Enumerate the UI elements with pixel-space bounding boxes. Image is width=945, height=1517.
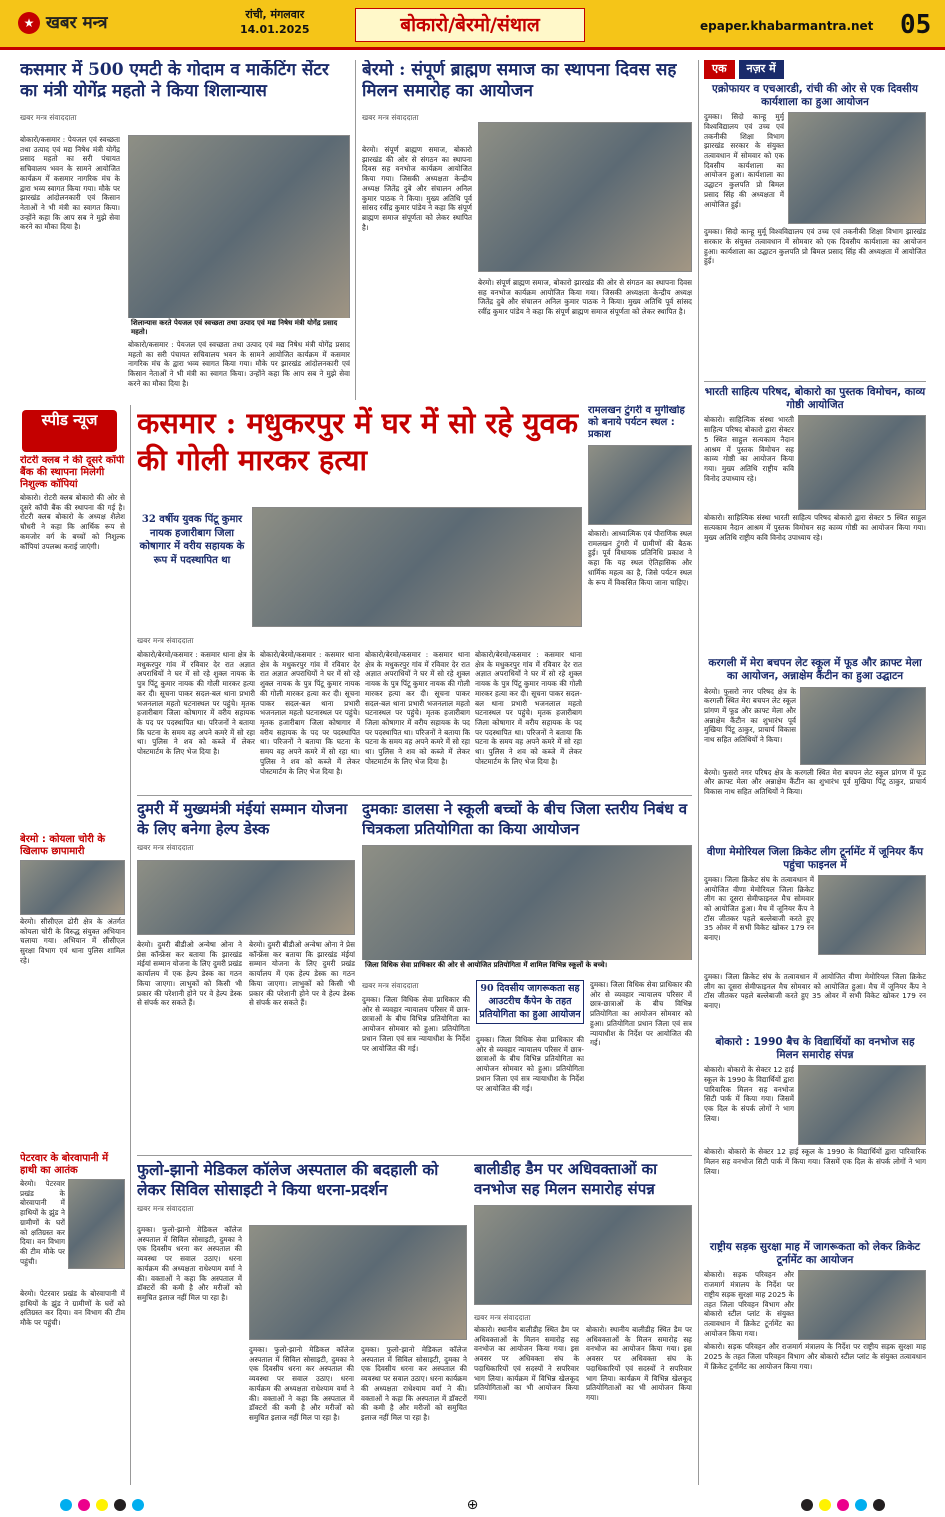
speed-item2-body: बेरमो। सीसीएल ढोरी क्षेत्र के अंतर्गत कोयला चोरी के विरुद्ध संयुक्त अभियान चलाया गया। अभियान में सीसीएल सुरक्षा विभाग एवं थाना पुलिस शामिल रहे। (20, 917, 125, 965)
story-body: बेरमो। दुमरी बीडीओ अन्वेषा ओना ने प्रेस कॉन्फ्रेंस कर बताया कि झारखंड मंईयां सम्मान योजना के लिए दुमरी प्रखंड कार्यालय में एक हेल्प डेस्क का गठन किया जाएगा। लाभुकों को किसी भी प्रकार की परेशानी होने पर वे हेल्प डेस्क से संपर्क कर सकते हैं। (137, 940, 242, 1008)
workshop-photo (788, 112, 926, 224)
alumni-photo (798, 1065, 926, 1145)
story-medical-college-protest (137, 1160, 467, 1485)
story-body: दुमका। फुलो-झानो मेडिकल कॉलेज अस्पताल में सिविल सोसाइटी, दुमका ने एक दिवसीय धरना कर अस्पताल की व्यवस्था पर सवाल उठाए। धरना कार्यक्रम की अध्यक्षता राधेश्याम वर्मा ने की। वक्ताओं ने कहा कि अस्पताल में डॉक्टरों की कमी है और मरीजों को समुचित इलाज नहीं मिल पा रहा है। (137, 1225, 242, 1303)
story-body-cont: बोकारो/कसमार : पेयजल एवं स्वच्छता तथा उत्पाद एवं मद्य निषेध मंत्री योगेंद्र प्रसाद महतो का सरी पंचायत सचिवालय भवन के सामने आयोजित कार्यक्रम में कसमार नागरिक मंच के द्वारा भव्य स्वागत किया गया। मौके पर झारखंड आंदोलनकारी एवं किसान नेताओं ने भी मंत्री का स्वागत किया। उन्होंने कहा कि आप सब ने मुझे सेवा करने का मौका दिया है। (128, 340, 350, 388)
item2-headline: भारती साहित्य परिषद, बोकारो का पुस्तक विमोचन, काव्य गोष्ठी आयोजित (704, 386, 926, 412)
samaj-photo (478, 122, 692, 272)
nazar-tag: नज़र में (739, 60, 784, 79)
page-number: 05 (900, 10, 932, 40)
subbox-headline: 90 दिवसीय जागरूकता सह आउटरीच कैंपेन के तहत प्रतियोगिता का हुआ आयोजन (476, 980, 584, 1024)
photo-caption: शिलान्यास करते पेयजल एवं स्वच्छता तथा उत्पाद एवं मद्य निषेध मंत्री योगेंद्र प्रसाद महतो। (128, 318, 350, 339)
protest-photo (249, 1225, 467, 1340)
item5-body-cont: बोकारो। बोकारो के सेक्टर 12 हाई स्कूल के 1990 के विद्यार्थियों द्वारा पारिवारिक मिलन सह वनभोज सिटी पार्क में किया गया। जिसमें एक दिल के संपर्क लोगों ने भाग लिया। (704, 1147, 926, 1176)
photo-caption: जिला विधिक सेवा प्राधिकार की ओर से आयोजित प्रतियोगिता में शामिल विभिन्न स्कूलों के बच्चे। (362, 960, 692, 971)
story-body-cont: बेरमो। दुमरी बीडीओ अन्वेषा ओना ने प्रेस कॉन्फ्रेंस कर बताया कि झारखंड मंईयां सम्मान योजना के लिए दुमरी प्रखंड कार्यालय में एक हेल्प डेस्क का गठन किया जाएगा। लाभुकों को किसी भी प्रकार की परेशानी होने पर वे हेल्प डेस्क से संपर्क कर सकते हैं। (249, 940, 355, 1008)
color-registration-right (801, 1499, 885, 1511)
story-balidih-dam (474, 1160, 692, 1485)
story-kasmar-godown (20, 60, 350, 400)
item2-body-cont: बोकारो। साहित्यिक संस्था भारती साहित्य परिषद बोकारो द्वारा सेक्टर 5 स्थित साहुल सत्यकाम नैदान आश्रम में पुस्तक विमोचन सह काव्य गोष्ठी का आयोजन किया गया। मुख्य अतिथि राष्ट्रीय कवि विनोद उपाध्याय रहे। (704, 513, 926, 542)
section-divider (137, 795, 692, 796)
speed-item3-body: बेरमो। पेटरवार प्रखंड के बोरवापानी में हाथियों के झुंड ने ग्रामीणों के घरों को क्षतिग्रस्त कर दिया। वन विभाग की टीम मौके पर पहुंची। (20, 1179, 65, 1266)
main-body-col2: बोकारो/बेरमो/कसमार : कसमार थाना क्षेत्र के मधुकरपुर गांव में रविवार देर रात अज्ञात अपराधियों ने घर में सो रहे शुक्ल नायक के पुत्र पिंटू कुमार नायक की गोली मारकर हत्या कर दी। सूचना पाकर सदल-बल थाना प्रभारी भजनलाल महतो घटनास्थल पर पहुंचे। मृतक हजारीबाग जिला कोषागार में वरीय सहायक के पद पर पदस्थापित था। परिजनों ने बताया कि घटना के समय वह अपने कमरे में सो रहा था। पुलिस ने शव को कब्जे में लेकर पोस्टमार्टम के लिए भेज दिया है। (260, 650, 360, 776)
logo-text: खबर मन्त्र (46, 13, 108, 33)
date: 14.01.2025 (240, 22, 310, 36)
speed-item1-body: बोकारो। रोटरी क्लब बोकारो की ओर से दूसरे कॉपी बैंक की स्थापना की गई है। रोटरी क्लब बोकारो के अध्यक्ष शैलेश चौधरी ने कहा कि आर्थिक रूप से कमजोर वर्ग के बच्चों को निशुल्क कॉपियां उपलब्ध कराई जाएंगी। (20, 493, 125, 551)
divider (704, 381, 926, 382)
book-launch-photo (798, 415, 926, 510)
story-body: दुमका। जिला विधिक सेवा प्राधिकार की ओर से व्यवहार न्यायालय परिसर में छात्र-छात्राओं के बीच विभिन्न प्रतियोगिता का आयोजन सोमवार को हुआ। प्रतियोगिता प्रधान जिला एवं सत्र न्यायाधीश के निर्देश पर आयोजित की गई। (362, 995, 470, 1053)
item6-body: बोकारो। सड़क परिवहन और राजमार्ग मंत्रालय के निर्देश पर राष्ट्रीय सड़क सुरक्षा माह 2025 के तहत जिला परिवहन विभाग और बोकारो स्टील प्लांट के संयुक्त तत्वावधान में क्रिकेट टूर्नामेंट का आयोजन किया गया। (704, 1270, 794, 1338)
place: रांची, मंगलवार (245, 8, 305, 21)
food-fair-photo (800, 687, 926, 765)
story-body-cont: दुमका। जिला विधिक सेवा प्राधिकार की ओर से व्यवहार न्यायालय परिसर में छात्र-छात्राओं के बीच विभिन्न प्रतियोगिता का आयोजन सोमवार को हुआ। प्रतियोगिता प्रधान जिला एवं सत्र न्यायाधीश के निर्देश पर आयोजित की गई। (476, 1035, 584, 1093)
murder-scene-photo (252, 507, 582, 627)
story-headline: फुलो-झानो मेडिकल कॉलेज अस्पताल की बदहाली को लेकर सिविल सोसाइटी ने किया धरना-प्रदर्शन (137, 1160, 439, 1200)
epaper-url[interactable]: epaper.khabarmantra.net (700, 19, 874, 33)
byline: खबर मन्त्र संवाददाता (137, 843, 194, 852)
story-headline: बेरमो : संपूर्ण ब्राह्मण समाज का स्थापना दिवस सह मिलन समारोह का आयोजन (362, 60, 677, 102)
story-body: बोकारो। स्थानीय बालीडीह स्थित डैम पर अधिवक्ताओं के मिलन समारोह सह वनभोज का आयोजन किया गया। इस अवसर पर अधिवक्ता संघ के पदाधिकारियों एवं सदस्यों ने सपरिवार भाग लिया। कार्यक्रम में विभिन्न खेलकूद प्रतियोगिताओं का भी आयोजन किया गया। (474, 1325, 579, 1403)
speed-item1-headline: रोटरी क्लब ने की दूसरे कॉपी बैंक की स्थापना मिलेगी निशुल्क कॉपियां (20, 455, 125, 490)
story-brahman-samaj (362, 60, 692, 400)
item3-body: बेरमो। फुसरो नगर परिषद क्षेत्र के करगली स्थित मेरा बचपन लेट स्कूल प्रांगण में फूड और क्राफ्ट मेला और अन्नाक्षेम कैंटीन का शुभारंभ पूर्व मुखिया पिंटू ठाकुर, प्राचार्य विकास नाथ सहित अतिथियों ने किया। (704, 686, 796, 745)
story-maiyan-samman (137, 800, 355, 1150)
item1-headline: एक्रोफायर व एचआरडी, रांची की ओर से एक दिवसीय कार्यशाला का हुआ आयोजन (712, 82, 918, 108)
byline: खबर मन्त्र संवाददाता (362, 981, 419, 990)
road-safety-photo (798, 1270, 926, 1340)
story-body: बेरमो। संपूर्ण ब्राह्मण समाज, बोकारो झारखंड की ओर से संगठन का स्थापना दिवस सह वनभोज कार्यक्रम आयोजित किया गया। जिसकी अध्यक्षता केन्द्रीय अध्यक्ष जितेंद्र दुबे और संचालन अनिल कुमार पाठक ने किया। मुख्य अतिथि पूर्व सांसद रवींद्र कुमार पांडेय ने कहा कि संपूर्ण ब्राह्मण समाज संपूर्णता को लेकर स्थापित है। (362, 145, 472, 232)
main-body-col4: बोकारो/बेरमो/कसमार : कसमार थाना क्षेत्र के मधुकरपुर गांव में रविवार देर रात अज्ञात अपराधियों ने घर में सो रहे शुक्ल नायक के पुत्र पिंटू कुमार नायक की गोली मारकर हत्या कर दी। सूचना पाकर सदल-बल थाना प्रभारी भजनलाल महतो घटनास्थल पर पहुंचे। मृतक हजारीबाग जिला कोषागार में वरीय सहायक के पद पर पदस्थापित था। परिजनों ने बताया कि घटना के समय वह अपने कमरे में सो रहा था। पुलिस ने शव को कब्जे में लेकर पोस्टमार्टम के लिए भेज दिया है। (475, 650, 582, 766)
story-headline: कसमार में 500 एमटी के गोदाम व मार्केटिंग सेंटर का मंत्री योगेंद्र महतो ने किया शिलान्यास (20, 60, 329, 102)
advocates-photo (474, 1205, 692, 1305)
main-story-murder (137, 405, 582, 790)
dateline (240, 8, 310, 38)
side-body: बोकारो। आध्यात्मिक एवं पौराणिक स्थल रामलखन टुंगरी में ग्रामीणों की बैठक हुई। पूर्व विधायक प्रतिनिधि प्रकाश ने कहा कि यह स्थल ऐतिहासिक और धार्मिक महत्व का है, जिसे पर्यटन स्थल के रूप में विकसित किया जाना चाहिए। (588, 529, 692, 587)
main-body-col3: बोकारो/बेरमो/कसमार : कसमार थाना क्षेत्र के मधुकरपुर गांव में रविवार देर रात अज्ञात अपराधियों ने घर में सो रहे शुक्ल नायक के पुत्र पिंटू कुमार नायक की गोली मारकर हत्या कर दी। सूचना पाकर सदल-बल थाना प्रभारी भजनलाल महतो घटनास्थल पर पहुंचे। मृतक हजारीबाग जिला कोषागार में वरीय सहायक के पद पर पदस्थापित था। परिजनों ने बताया कि घटना के समय वह अपने कमरे में सो रहा था। पुलिस ने शव को कब्जे में लेकर पोस्टमार्टम के लिए भेज दिया है। (365, 650, 470, 766)
item5-body: बोकारो। बोकारो के सेक्टर 12 हाई स्कूल के 1990 के विद्यार्थियों द्वारा पारिवारिक मिलन सह वनभोज सिटी पार्क में किया गया। जिसमें एक दिल के संपर्क लोगों ने भाग लिया। (704, 1065, 794, 1123)
speed-item2-headline: बेरमो : कोयला चोरी के खिलाफ छापामारी (20, 834, 106, 857)
item1-body: दुमका। सिदो कान्हू मुर्मू विश्वविद्यालय एवं उच्च एवं तकनीकी शिक्षा विभाग झारखंड सरकार के संयुक्त तत्वावधान में सोमवार को एक दिवसीय कार्यशाला का आयोजन हुआ। कार्यशाला का उद्घाटन कुलपति प्रो बिमल प्रसाद सिंह की अध्यक्षता में आयोजित हुई। (704, 112, 784, 209)
story-body-cont: दुमका। फुलो-झानो मेडिकल कॉलेज अस्पताल में सिविल सोसाइटी, दुमका ने एक दिवसीय धरना कर अस्पताल की व्यवस्था पर सवाल उठाए। धरना कार्यक्रम की अध्यक्षता राधेश्याम वर्मा ने की। वक्ताओं ने कहा कि अस्पताल में डॉक्टरों की कमी है और मरीजों को समुचित इलाज नहीं मिल पा रहा है। (249, 1345, 354, 1423)
item6-headline: राष्ट्रीय सड़क सुरक्षा माह में जागरूकता को लेकर क्रिकेट टूर्नामेंट का आयोजन (709, 1241, 921, 1267)
ek-nazar-header (704, 60, 926, 79)
main-subhead: 32 वर्षीय युवक पिंटू कुमार नायक हजारीबाग जिला कोषागार में वरीय सहायक के रूप में पदस्थापित था (139, 514, 245, 566)
masthead (0, 0, 945, 50)
speed-news-badge: स्पीड न्यूज (22, 410, 117, 452)
item3-headline: करगली में मेरा बचपन लेट स्कूल में फूड और क्राफ्ट मेला का आयोजन, अन्नाक्षेम कैंटीन का हुआ उद्घाटन (708, 657, 922, 683)
cricket-photo (818, 875, 926, 955)
item1-body-cont: दुमका। सिदो कान्हू मुर्मू विश्वविद्यालय एवं उच्च एवं तकनीकी शिक्षा विभाग झारखंड सरकार के संयुक्त तत्वावधान में सोमवार को एक दिवसीय कार्यशाला का आयोजन हुआ। कार्यशाला का उद्घाटन कुलपति प्रो बिमल प्रसाद सिंह की अध्यक्षता में आयोजित हुई। (704, 227, 926, 266)
byline: खबर मन्त्र संवाददाता (137, 636, 194, 645)
byline: खबर मन्त्र संवाददाता (20, 112, 77, 122)
section-divider (137, 1155, 692, 1156)
main-headline: कसमार : मधुकरपुर में घर में सो रहे युवक की गोली मारकर हत्या (137, 406, 578, 478)
item3-body-cont: बेरमो। फुसरो नगर परिषद क्षेत्र के करगली स्थित मेरा बचपन लेट स्कूल प्रांगण में फूड और क्राफ्ट मेला और अन्नाक्षेम कैंटीन का शुभारंभ पूर्व मुखिया पिंटू ठाकुर, प्राचार्य विकास नाथ सहित अतिथियों ने किया। (704, 767, 926, 797)
byline: खबर मन्त्र संवाददाता (474, 1313, 531, 1322)
elephant-damage-photo (68, 1179, 125, 1269)
speed-item3-headline: पेटरवार के बोरवापानी में हाथी का आतंक (20, 1153, 109, 1176)
story-body: बोकारो/कसमार : पेयजल एवं स्वच्छता तथा उत्पाद एवं मद्य निषेध मंत्री योगेंद्र प्रसाद महतो का सरी पंचायत सचिवालय भवन के सामने आयोजित कार्यक्रम में कसमार नागरिक मंच के द्वारा भव्य स्वागत किया गया। मौके पर झारखंड आंदोलनकारी एवं किसान नेताओं ने भी मंत्री का स्वागत किया। उन्होंने कहा कि आप सब ने मुझे सेवा करने का मौका दिया है। (20, 135, 120, 232)
story-body-cont: बोकारो। स्थानीय बालीडीह स्थित डैम पर अधिवक्ताओं के मिलन समारोह सह वनभोज का आयोजन किया गया। इस अवसर पर अधिवक्ता संघ के पदाधिकारियों एवं सदस्यों ने सपरिवार भाग लिया। कार्यक्रम में विभिन्न खेलकूद प्रतियोगिताओं का भी आयोजन किया गया। (586, 1325, 692, 1403)
speed-news-column (20, 455, 125, 1485)
crosshair-icon: ⊕ (466, 1496, 479, 1513)
help-desk-photo (137, 860, 355, 935)
story-headline: दुमरी में मुख्यमंत्री मंईयां सम्मान योजना के लिए बनेगा हेल्प डेस्क (137, 800, 348, 838)
side-headline: रामलखन टुंगरी व मुगीखोह को बनाये पर्यटन स्थल : प्रकाश (588, 405, 685, 440)
inauguration-photo (128, 135, 350, 330)
main-body-col1: बोकारो/बेरमो/कसमार : कसमार थाना क्षेत्र के मधुकरपुर गांव में रविवार देर रात अज्ञात अपराधियों ने घर में सो रहे शुक्ल नायक के पुत्र पिंटू कुमार नायक की गोली मारकर हत्या कर दी। सूचना पाकर सदल-बल थाना प्रभारी भजनलाल महतो घटनास्थल पर पहुंचे। मृतक हजारीबाग जिला कोषागार में वरीय सहायक के पद पर पदस्थापित था। परिजनों ने बताया कि घटना के समय वह अपने कमरे में सो रहा था। पुलिस ने शव को कब्जे में लेकर पोस्टमार्टम के लिए भेज दिया है। (137, 650, 255, 757)
story-headline: बालीडीह डैम पर अधिवक्ताओं का वनभोज सह मिलन समारोह संपन्न (474, 1160, 658, 1198)
coal-raid-photo (20, 860, 125, 915)
item5-headline: बोकारो : 1990 बैच के विद्यार्थियों का वनभोज सह मिलन समारोह संपन्न (715, 1035, 915, 1061)
item6-body-cont: बोकारो। सड़क परिवहन और राजमार्ग मंत्रालय के निर्देश पर राष्ट्रीय सड़क सुरक्षा माह 2025 के तहत जिला परिवहन विभाग और बोकारो स्टील प्लांट के संयुक्त तत्वावधान में क्रिकेट टूर्नामेंट का आयोजन किया गया। (704, 1342, 926, 1371)
story-body-cont2: दुमका। जिला विधिक सेवा प्राधिकार की ओर से व्यवहार न्यायालय परिसर में छात्र-छात्राओं के बीच विभिन्न प्रतियोगिता का आयोजन सोमवार को हुआ। प्रतियोगिता प्रधान जिला एवं सत्र न्यायाधीश के निर्देश पर आयोजित की गई। (590, 980, 692, 1048)
item4-headline: वीणा मेमोरियल जिला क्रिकेट लीग टूर्नामेंट में जूनियर कैंप पहुंचा फाइनल में (706, 845, 924, 871)
color-registration-left (60, 1499, 144, 1511)
column-divider (130, 405, 131, 1485)
story-ramlakhan-tungri (588, 405, 692, 790)
temple-photo (588, 445, 692, 525)
logo (18, 12, 108, 35)
item4-body-cont: दुमका। जिला क्रिकेट संघ के तत्वावधान में आयोजित वीणा मेमोरियल जिला क्रिकेट लीग का दूसरा सेमीफाइनल मैच सोमवार को आयोजित हुआ। मैच में जूनियर कैंप ने टॉस जीतकर पहले बल्लेबाजी करते हुए 35 ओवर में सभी विकेट खोकर 179 रन बनाए। (704, 971, 926, 1010)
right-column (704, 60, 926, 1488)
print-registration-strip (0, 1493, 945, 1517)
students-photo (362, 845, 692, 965)
column-divider (698, 60, 699, 1485)
byline: खबर मन्त्र संवाददाता (362, 112, 419, 122)
story-body-cont: बेरमो। संपूर्ण ब्राह्मण समाज, बोकारो झारखंड की ओर से संगठन का स्थापना दिवस सह वनभोज कार्यक्रम आयोजित किया गया। जिसकी अध्यक्षता केन्द्रीय अध्यक्ष जितेंद्र दुबे और संचालन अनिल कुमार पाठक ने किया। मुख्य अतिथि पूर्व सांसद रवींद्र कुमार पांडेय ने कहा कि संपूर्ण ब्राह्मण समाज संपूर्णता को लेकर स्थापित है। (478, 278, 692, 317)
story-dalsa-competition (362, 800, 692, 1150)
story-body-cont2: दुमका। फुलो-झानो मेडिकल कॉलेज अस्पताल में सिविल सोसाइटी, दुमका ने एक दिवसीय धरना कर अस्पताल की व्यवस्था पर सवाल उठाए। धरना कार्यक्रम की अध्यक्षता राधेश्याम वर्मा ने की। वक्ताओं ने कहा कि अस्पताल में डॉक्टरों की कमी है और मरीजों को समुचित इलाज नहीं मिल पा रहा है। (361, 1345, 467, 1423)
column-divider (355, 60, 356, 400)
story-headline: दुमकाः डालसा ने स्कूली बच्चों के बीच जिला स्तरीय निबंध व चित्रकला प्रतियोगिता का किया आयोजन (362, 800, 688, 838)
item2-body: बोकारो। साहित्यिक संस्था भारती साहित्य परिषद बोकारो द्वारा सेक्टर 5 स्थित साहुल सत्यकाम नैदान आश्रम में पुस्तक विमोचन सह काव्य गोष्ठी का आयोजन किया गया। मुख्य अतिथि राष्ट्रीय कवि विनोद उपाध्याय रहे। (704, 415, 794, 483)
item4-body: दुमका। जिला क्रिकेट संघ के तत्वावधान में आयोजित वीणा मेमोरियल जिला क्रिकेट लीग का दूसरा सेमीफाइनल मैच सोमवार को आयोजित हुआ। मैच में जूनियर कैंप ने टॉस जीतकर पहले बल्लेबाजी करते हुए 35 ओवर में सभी विकेट खोकर 179 रन बनाए। (704, 874, 814, 943)
ek-tag: एक (704, 60, 735, 79)
logo-icon: ★ (18, 12, 40, 34)
speed-item3-body-cont: बेरमो। पेटरवार प्रखंड के बोरवापानी में हाथियों के झुंड ने ग्रामीणों के घरों को क्षतिग्रस्त कर दिया। वन विभाग की टीम मौके पर पहुंची। (20, 1289, 125, 1328)
section-title: बोकारो/बेरमो/संथाल (355, 8, 585, 42)
byline: खबर मन्त्र संवाददाता (137, 1204, 194, 1214)
